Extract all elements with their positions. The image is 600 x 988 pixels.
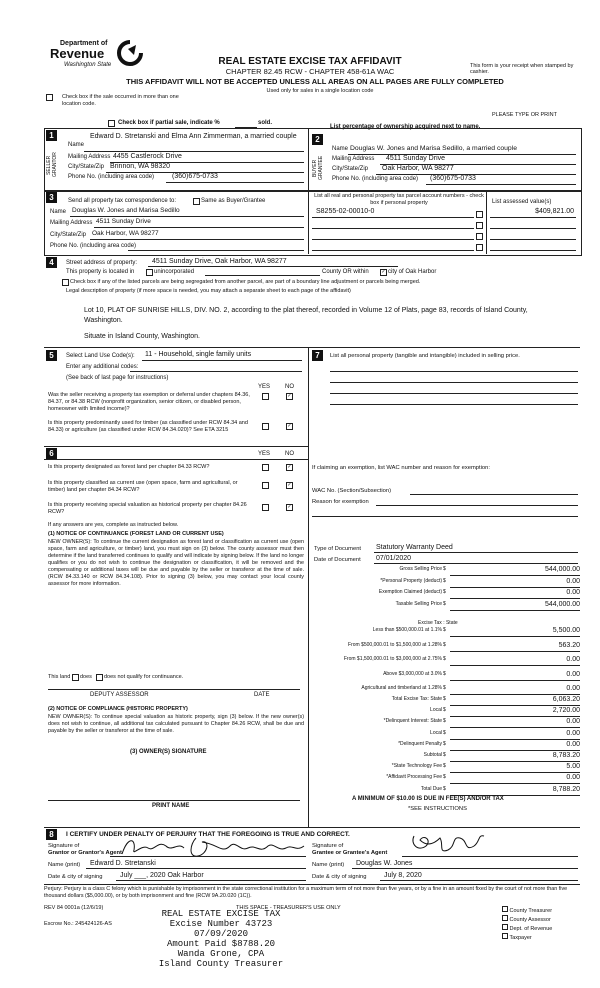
tax-total-label: Total Excise Tax: State xyxy=(391,696,442,702)
excise-state-label: Excise Tax : State xyxy=(418,620,458,626)
segregated-checkbox[interactable] xyxy=(62,279,69,286)
s6-q3-no-checkbox[interactable]: ✓ xyxy=(287,504,292,510)
calc-row xyxy=(310,627,582,637)
buyer-city-label: City/State/Zip xyxy=(332,166,369,172)
unincorporated-checkbox[interactable] xyxy=(146,269,153,276)
s5-q2-text: Is this property predominantly used for timber (as classified under RCW 84.34 and 84.33) or agriculture (as classified under RCW 84.34.020)? See ETA 3215 xyxy=(48,420,248,433)
dollar-sign: $ xyxy=(443,718,446,725)
wac-label: WAC No. (Section/Subsection) xyxy=(312,488,392,494)
tax-tier-value: 0.00 xyxy=(450,656,580,666)
calc-row xyxy=(310,707,582,717)
grantor-date-label: Date & city of signing xyxy=(48,874,103,880)
grantor-sig-label-1: Signature of xyxy=(48,843,80,849)
calc-row xyxy=(310,718,582,728)
section-5-number: 5 xyxy=(46,350,57,361)
dollar-sign: $ xyxy=(443,656,446,662)
tax-tier-label: Less than $500,000.01 at 1.1% xyxy=(372,627,442,633)
street-label: Street address of property: xyxy=(66,260,138,266)
stamp-line: Amount Paid $8788.20 xyxy=(166,939,276,949)
grantor-signature-icon xyxy=(118,834,308,862)
tax-corr-name: Douglas W. Jones and Marisa Sedillo xyxy=(72,207,180,214)
tax-total-label: *Affidavit Processing Fee xyxy=(386,774,442,781)
does-not-qualify-checkbox[interactable] xyxy=(96,674,103,681)
buyer-name-label: Name xyxy=(332,146,349,152)
calc-row xyxy=(310,763,582,773)
dollar-sign: $ xyxy=(443,641,446,648)
s5-q2-no-checkbox[interactable]: ✓ xyxy=(287,423,292,429)
seller-vertical-label: SELLER GRANTOR xyxy=(46,152,58,178)
buyer-name: Douglas W. Jones and Marisa Sedillo, a married couple xyxy=(350,145,517,152)
tax-total-value: 8,783.20 xyxy=(450,752,580,762)
s5-no-header: NO xyxy=(285,384,294,390)
buyer-mailing-label: Mailing Address xyxy=(332,156,375,162)
calc-row xyxy=(310,752,582,762)
copy-item: County Treasurer xyxy=(509,908,553,914)
copy-item: Taxpayer xyxy=(509,935,532,941)
calc-row xyxy=(310,685,582,695)
tax-tier-value: 0.00 xyxy=(450,671,580,681)
seller-city: Brinnon, WA 98320 xyxy=(110,163,171,170)
county-or-within-label: County OR within xyxy=(322,269,369,275)
grantor-name: Edward D. Stretanski xyxy=(90,860,156,867)
dollar-sign: $ xyxy=(443,696,446,702)
tax-tier-label: From $1,500,000.01 to $3,000,000 at 2.75% xyxy=(343,656,442,662)
seller-phone: (360)675-0733 xyxy=(172,173,218,180)
notice2-title: (2) NOTICE OF COMPLIANCE (HISTORIC PROPERTY) xyxy=(48,706,188,712)
multi-location-checkbox[interactable] xyxy=(46,94,53,101)
dollar-sign: $ xyxy=(443,785,446,792)
tax-corr-city: Oak Harbor, WA 98277 xyxy=(92,230,159,237)
tax-corr-mailing: 4511 Sunday Drive xyxy=(96,218,151,225)
situate-text: Situate in Island County, Washington. xyxy=(84,333,200,340)
multi-location-label: Check box if the sale occurred in more than one location code. xyxy=(62,94,179,107)
grantee-name: Douglas W. Jones xyxy=(356,860,413,867)
section-6-number: 6 xyxy=(46,448,57,459)
escrow-number: Escrow No.: 245424126-AS xyxy=(44,921,112,927)
tax-corr-name-label: Name xyxy=(50,209,67,215)
partial-sale-sold: sold. xyxy=(258,120,273,126)
certify-text: I CERTIFY UNDER PENALTY OF PERJURY THAT THE FOREGOING IS TRUE AND CORRECT. xyxy=(66,831,350,838)
same-as-buyer-checkbox[interactable] xyxy=(193,198,200,205)
property-street: 4511 Sunday Drive, Oak Harbor, WA 98277 xyxy=(152,258,287,265)
calc-amount-label: Gross Selling Price xyxy=(399,566,442,572)
calc-row xyxy=(310,642,582,652)
dor-logo xyxy=(40,40,150,80)
parcel-4-personal-checkbox[interactable] xyxy=(476,244,483,251)
stamp-line: 07/09/2020 xyxy=(193,929,248,939)
buyer-city: Oak Harbor, WA 98277 xyxy=(382,165,454,172)
tax-total-value: 6,063.20 xyxy=(450,696,580,706)
form-warning: THIS AFFIDAVIT WILL NOT BE ACCEPTED UNLESS ALL AREAS ON ALL PAGES ARE FULLY COMPLETED xyxy=(126,77,504,86)
tax-corr-heading: Send all property tax correspondence to: xyxy=(68,198,177,204)
minimum-note: A MINIMUM OF $10.00 IS DUE IN FEE(S) AND/OR TAX xyxy=(352,796,504,802)
tax-tier-value: 5,500.00 xyxy=(450,627,580,637)
assessed-value: $409,821.00 xyxy=(535,208,574,215)
s6-q1-text: Is this property designated as forest land per chapter 84.33 RCW? xyxy=(48,464,210,470)
tax-tier-label: Agricultural and timberland at 1.28% xyxy=(361,685,442,691)
calc-row xyxy=(310,730,582,740)
tax-tier-value: 0.00 xyxy=(450,685,580,695)
doc-type-value: Statutory Warranty Deed xyxy=(376,544,453,551)
seller-name: Edward D. Stretanski and Elma Ann Zimmerman, a married couple xyxy=(90,133,297,140)
grantor-sig-label-2: Grantor or Grantor's Agent xyxy=(48,850,122,856)
stamp-line: Wanda Grone, CPA xyxy=(177,949,265,959)
parcel-2-personal-checkbox[interactable] xyxy=(476,222,483,229)
dollar-sign: $ xyxy=(443,752,446,758)
tax-total-value: 0.00 xyxy=(450,730,580,740)
section-4-number: 4 xyxy=(46,257,57,268)
does-not-label: does not qualify for continuance. xyxy=(104,674,184,680)
partial-sale-label: Check box if partial sale, indicate % xyxy=(118,120,220,126)
dollar-sign: $ xyxy=(443,729,446,736)
calc-amount-value: 544,000.00 xyxy=(450,601,580,611)
tax-tier-value: 563.20 xyxy=(450,642,580,652)
tax-total-label: *Delinquent Penalty xyxy=(398,740,442,747)
tax-total-label: Local xyxy=(430,707,442,714)
grantee-date-label: Date & city of signing xyxy=(312,874,367,880)
reason-label: Reason for exemption xyxy=(312,499,369,505)
land-use-label: Select Land Use Code(s): xyxy=(66,353,135,359)
calc-amount-value: 0.00 xyxy=(450,589,580,599)
buyer-phone-label: Phone No. (including area code) xyxy=(332,176,419,182)
grantee-name-label: Name (print) xyxy=(312,862,345,868)
grantee-date: July 8, 2020 xyxy=(384,872,422,879)
dollar-sign: $ xyxy=(443,685,446,691)
single-location-note: Used only for sales in a single location code xyxy=(266,88,374,94)
logo-dept-text: Department of xyxy=(60,40,108,47)
dollar-sign: $ xyxy=(443,740,446,747)
s5-q2-yes-checkbox[interactable] xyxy=(262,423,269,430)
s6-if-yes: If any answers are yes, complete as instructed below. xyxy=(48,522,179,528)
tax-total-value: 2,720.00 xyxy=(450,707,580,717)
parcel-heading: List all real and personal property tax parcel account numbers - check box if personal property xyxy=(314,193,484,206)
grantor-name-label: Name (print) xyxy=(48,862,81,868)
unincorporated-label: unincorporated xyxy=(154,269,195,275)
see-back-note: (See back of last page for instructions) xyxy=(66,375,169,381)
personal-property-heading: List all personal property (tangible and intangible) included in selling price. xyxy=(330,353,520,359)
tax-corr-phone-label: Phone No. (including area code) xyxy=(50,243,137,249)
partial-sale-checkbox[interactable] xyxy=(108,120,115,127)
dollar-sign: $ xyxy=(443,600,446,607)
section-3-number: 3 xyxy=(46,192,57,203)
dollar-sign: $ xyxy=(443,566,446,572)
treasurer-only: THIS SPACE - TREASURER'S USE ONLY xyxy=(236,905,341,911)
city-of-label: city of Oak Harbor xyxy=(388,269,437,275)
logo-mark-icon xyxy=(116,40,144,66)
stamp-line: Excise Number 43723 xyxy=(169,919,273,929)
s5-q1-no-checkbox[interactable]: ✓ xyxy=(287,393,292,399)
parcel-3-personal-checkbox[interactable] xyxy=(476,233,483,240)
s6-no-header: NO xyxy=(285,451,294,457)
dollar-sign: $ xyxy=(443,627,446,633)
does-qualify-checkbox[interactable] xyxy=(72,674,79,681)
s5-q1-text: Was the seller receiving a property tax exemption or deferral under chapters 84.36, 84.37, or 84.38 RCW (nonprofit organization, senior citizen, or disabled person, homeowner with limited income)? xyxy=(48,392,250,412)
section-8-number: 8 xyxy=(46,829,57,840)
tax-total-value: 0.00 xyxy=(450,741,580,751)
tax-total-value: 0.00 xyxy=(450,774,580,784)
land-use-code: 11 - Household, single family units xyxy=(145,351,252,358)
buyer-mailing: 4511 Sunday Drive xyxy=(386,155,446,162)
deputy-assessor-label: DEPUTY ASSESSOR xyxy=(90,692,149,698)
copy-item: Dept. of Revenue xyxy=(509,926,553,932)
dollar-sign: $ xyxy=(443,774,446,781)
calc-row xyxy=(310,566,582,576)
assessed-heading: List assessed value(s) xyxy=(492,199,552,205)
treasurer-stamp xyxy=(146,909,296,969)
doc-date-value: 07/01/2020 xyxy=(376,555,412,562)
tax-total-label: Total Due xyxy=(420,785,442,792)
rev-number: REV 84 0001a (12/6/19) xyxy=(44,905,104,911)
calc-row xyxy=(310,589,582,599)
doc-type-label: Type of Document xyxy=(314,546,362,552)
grantee-sig-label-1: Signature of xyxy=(312,843,344,849)
please-type-note: PLEASE TYPE OR PRINT xyxy=(492,112,558,118)
tax-total-label: *Delinquent Interest: State xyxy=(383,718,442,725)
dollar-sign: $ xyxy=(443,577,446,584)
dollar-sign: $ xyxy=(443,589,446,595)
dollar-sign: $ xyxy=(443,763,446,770)
notice1-text: NEW OWNER(S): To continue the current designation as forest land or classification as current use (open space, farm and agriculture, or timber) land, you must sign on (3) below. The county assessor must then determine if the land transferred continues to qualify and will indicate by signing below. If the land no longer qualifies or you do not wish to continue the designation or classification, it will be removed and the compensating or additional taxes will be due and payable by the seller or transferor at the time of sale. (RCW 84.33.140 or RCW 84.34.108). Prior to signing (3) below, you may contact your local county assessor for more information. xyxy=(48,539,304,587)
parcel-1-personal-checkbox[interactable] xyxy=(476,211,483,218)
s6-yes-header: YES xyxy=(258,451,271,457)
notice1-title: (1) NOTICE OF CONTINUANCE (FOREST LAND OR CURRENT USE) xyxy=(48,531,224,537)
tax-corr-city-label: City/State/Zip xyxy=(50,232,87,238)
city-of-checkbox[interactable]: ✓ xyxy=(381,269,386,275)
section-1-number: 1 xyxy=(46,130,57,141)
dollar-sign: $ xyxy=(443,670,446,677)
calc-amount-value: 544,000.00 xyxy=(450,566,580,576)
tax-corr-mailing-label: Mailing Address xyxy=(50,220,93,226)
calc-row xyxy=(310,741,582,751)
owner-signature-label: (3) OWNER(S) SIGNATURE xyxy=(130,749,207,755)
does-label: does xyxy=(80,674,92,680)
buyer-vertical-label: BUYER GRANTEE xyxy=(312,155,324,181)
s6-q2-no-checkbox[interactable]: ✓ xyxy=(287,482,292,488)
see-instructions: *SEE INSTRUCTIONS xyxy=(408,806,467,812)
s6-q1-yes-checkbox[interactable] xyxy=(262,464,269,471)
stamp-line: REAL ESTATE EXCISE TAX xyxy=(161,909,281,919)
calc-amount-value: 0.00 xyxy=(450,578,580,588)
receipt-note: This form is your receipt when stamped by cashier. xyxy=(470,63,574,75)
doc-date-label: Date of Document xyxy=(314,557,361,563)
s6-q1-no-checkbox[interactable]: ✓ xyxy=(287,464,292,470)
seller-phone-label: Phone No. (including area code) xyxy=(68,174,155,180)
additional-codes-label: Enter any additional codes: xyxy=(66,364,139,370)
seller-mailing: 4455 Castlerock Drive xyxy=(113,153,182,160)
tax-total-label: Subtotal xyxy=(423,752,442,758)
land-qualify-label: This land xyxy=(48,674,71,680)
calc-row xyxy=(310,696,582,706)
print-name-label: PRINT NAME xyxy=(152,803,190,809)
seller-city-label: City/State/Zip xyxy=(68,164,105,170)
tax-tier-label: From $500,000.01 to $1,500,000 at 1.28% xyxy=(348,641,442,648)
tax-total-value: 5.00 xyxy=(450,763,580,773)
calc-amount-label: *Personal Property (deduct) xyxy=(380,577,442,584)
exemption-claim-label: If claiming an exemption, list WAC number and reason for exemption: xyxy=(312,465,490,471)
s5-yes-header: YES xyxy=(258,384,271,390)
copy-item: County Assessor xyxy=(509,917,551,923)
section-2-number: 2 xyxy=(312,134,323,145)
tax-tier-label: Above $3,000,000 at 3.0% xyxy=(383,670,442,677)
same-as-buyer-label: Same as Buyer/Grantee xyxy=(201,198,266,204)
s6-q2-text: Is this property classified as current use (open space, farm and agricultural, or timber) land per chapter 84.34 RCW? xyxy=(48,480,238,493)
dollar-sign: $ xyxy=(443,707,446,714)
s6-q3-yes-checkbox[interactable] xyxy=(262,504,269,511)
calc-amount-label: Taxable Selling Price xyxy=(395,600,442,607)
tax-total-value: 8,788.20 xyxy=(450,786,580,796)
calc-row xyxy=(310,774,582,784)
calc-amount-label: Exemption Claimed (deduct) xyxy=(378,589,442,595)
tax-total-value: 0.00 xyxy=(450,718,580,728)
deputy-date-label: DATE xyxy=(254,692,270,698)
s6-q2-yes-checkbox[interactable] xyxy=(262,482,269,489)
s6-q3-text: Is this property receiving special valuation as historical property per chapter 84.26 RCW? xyxy=(48,502,247,515)
notice2-text: NEW OWNER(S): To continue special valuation as historic property, sign (3) below. If the new owner(s) does not wish to continue, all additional tax calculated pursuant to Chapter 84.26 RCW, shall be due and payable by the seller or transferor at the time of sale. xyxy=(48,714,304,734)
calc-row xyxy=(310,656,582,666)
section-7-number: 7 xyxy=(312,350,323,361)
segregated-label: Check box if any of the listed parcels are being segregated from another parcel, are part of a boundary line adjustment or parcels being merged. xyxy=(70,279,421,285)
s5-q1-yes-checkbox[interactable] xyxy=(262,393,269,400)
copy-distribution xyxy=(502,906,552,942)
form-subtitle: CHAPTER 82.45 RCW - CHAPTER 458-61A WAC xyxy=(225,67,395,76)
logo-state-text: Washington State xyxy=(64,62,112,68)
ownership-note: List percentage of ownership acquired next to name. xyxy=(330,124,481,130)
legal-label: Legal description of property (if more space is needed, you may attach a separate sheet to each page of the affidavit) xyxy=(66,288,351,294)
grantee-sig-label-2: Grantee or Grantee's Agent xyxy=(312,850,388,856)
legal-description: Lot 10, PLAT OF SUNRISE HILLS, DIV. NO. 2, according to the plat thereof, recorded in Volume 12 of Plats, page 83, records of Island County, Washington. xyxy=(84,307,528,324)
buyer-phone: (360)675-0733 xyxy=(430,175,476,182)
perjury-text: Perjury: Perjury is a class C felony which is punishable by imprisonment in the state correctional institution for a maximum term of not more than five years, or by a fine in an amount fixed by the court of not more than five thousand dollars ($5,000.00), or by both imprisonment and fine (RCW 9A.20.020 (1C)). xyxy=(44,886,568,899)
tax-total-label: Local xyxy=(430,729,442,736)
seller-name-label: Name xyxy=(68,142,85,148)
form-title: REAL ESTATE EXCISE TAX AFFIDAVIT xyxy=(218,56,402,67)
parcel-number: S8255-02-00010-0 xyxy=(316,208,375,215)
calc-row xyxy=(310,578,582,588)
tax-total-label: *State Technology Fee xyxy=(391,763,442,770)
grantee-signature-icon xyxy=(408,830,488,858)
calc-row xyxy=(310,601,582,611)
seller-mailing-label: Mailing Address xyxy=(68,154,111,160)
calc-row xyxy=(310,786,582,796)
logo-revenue-text: Revenue xyxy=(50,46,105,61)
grantor-date: July ___, 2020 Oak Harbor xyxy=(120,872,204,879)
calc-row xyxy=(310,671,582,681)
stamp-line: Island County Treasurer xyxy=(158,959,284,969)
located-in-label: This property is located in xyxy=(66,269,135,275)
